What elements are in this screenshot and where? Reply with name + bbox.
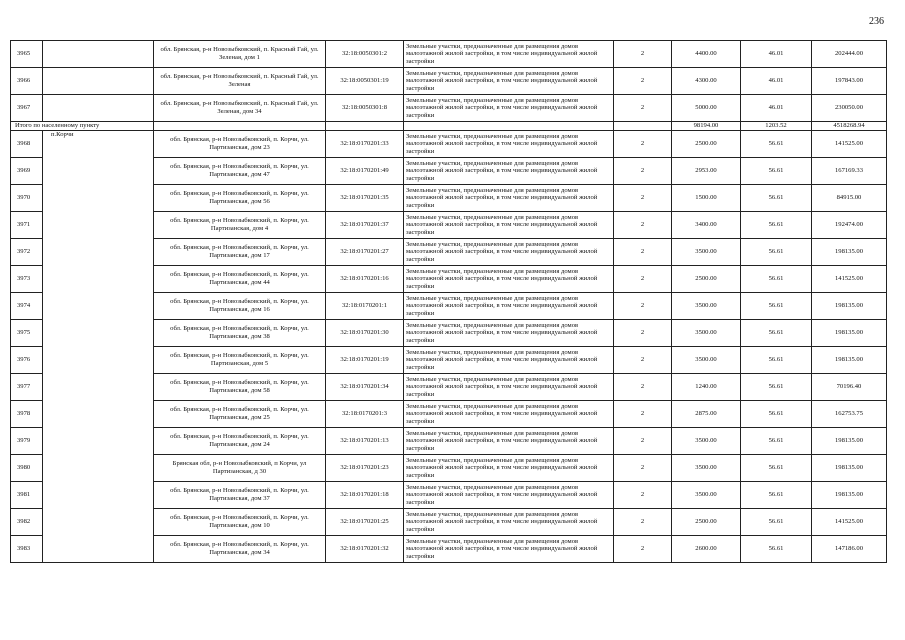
group-code: 2: [614, 95, 672, 122]
cadastral-value: 198135.00: [812, 455, 887, 482]
group-code: 2: [614, 68, 672, 95]
area-value: 3500.00: [672, 482, 741, 509]
row-number: 3981: [11, 482, 43, 509]
cadastral-value: 141525.00: [812, 131, 887, 158]
cadastral-value: 230050.00: [812, 95, 887, 122]
cadastral-value: 198135.00: [812, 320, 887, 347]
subtotal-section: [11, 122, 887, 131]
land-purpose: Земельные участки, предназначенные для размещения домов малоэтажной жилой застройки, в том числе индивидуальной жилой застройки: [404, 266, 614, 293]
address-cell: обл. Брянская, р-н Новозыбковский, п. Корчи, ул. Партизанская, дом 17: [154, 239, 326, 266]
rate-value: 56.61: [741, 293, 812, 320]
land-purpose: Земельные участки, предназначенные для размещения домов малоэтажной жилой застройки, в том числе индивидуальной жилой застройки: [404, 428, 614, 455]
cadastral-value: 141525.00: [812, 509, 887, 536]
address-cell: обл. Брянская, р-н Новозыбковский, п. Корчи, ул. Партизанская, дом 24: [154, 428, 326, 455]
table-row: [11, 68, 887, 95]
area-value: 2953.00: [672, 158, 741, 185]
table-row: [11, 41, 887, 68]
group-code: 2: [614, 266, 672, 293]
rate-value: 56.61: [741, 428, 812, 455]
land-purpose: Земельные участки, предназначенные для размещения домов малоэтажной жилой застройки, в том числе индивидуальной жилой застройки: [404, 41, 614, 68]
subtotal-label: Итого по населенному пункту: [11, 122, 154, 131]
land-purpose: Земельные участки, предназначенные для размещения домов малоэтажной жилой застройки, в том числе индивидуальной жилой застройки: [404, 293, 614, 320]
land-purpose: Земельные участки, предназначенные для размещения домов малоэтажной жилой застройки, в том числе индивидуальной жилой застройки: [404, 455, 614, 482]
row-number: 3972: [11, 239, 43, 266]
group-code: 2: [614, 509, 672, 536]
subtotal-empty-cell: [154, 122, 326, 131]
rate-value: 46.01: [741, 41, 812, 68]
group-code: 2: [614, 158, 672, 185]
rate-value: 46.01: [741, 68, 812, 95]
cadastral-value: 70196.40: [812, 374, 887, 401]
rows-korchi-locality: [11, 131, 887, 563]
cadastral-number: 32:18:0170201:34: [326, 374, 404, 401]
area-value: 2600.00: [672, 536, 741, 563]
rate-value: 46.01: [741, 95, 812, 122]
group-code: 2: [614, 401, 672, 428]
rate-value: 56.61: [741, 158, 812, 185]
group-code: 2: [614, 131, 672, 158]
address-cell: обл. Брянская, р-н Новозыбковский, п. Корчи, ул. Партизанская, дом 58: [154, 374, 326, 401]
address-cell: обл. Брянская, р-н Новозыбковский, п. Корчи, ул. Партизанская, дом 44: [154, 266, 326, 293]
row-number: 3965: [11, 41, 43, 68]
cadastral-value: 198135.00: [812, 482, 887, 509]
address-cell: обл. Брянская, р-н Новозыбковский, п. Корчи, ул. Партизанская, дом 38: [154, 320, 326, 347]
cadastral-number: 32:18:0050301:2: [326, 41, 404, 68]
locality-cell: [43, 95, 154, 122]
address-cell: обл. Брянская, р-н Новозыбковский, п. Корчи, ул. Партизанская, дом 10: [154, 509, 326, 536]
cadastral-number: 32:18:0170201:3: [326, 401, 404, 428]
subtotal-value: 4518268.94: [812, 122, 887, 131]
address-cell: обл. Брянская, р-н Новозыбковский, п. Корчи, ул. Партизанская, дом 37: [154, 482, 326, 509]
cadastral-value: 197843.00: [812, 68, 887, 95]
table-row: [11, 95, 887, 122]
row-number: 3975: [11, 320, 43, 347]
row-number: 3968: [11, 131, 43, 158]
locality-cell: [43, 68, 154, 95]
area-value: 2500.00: [672, 509, 741, 536]
land-purpose: Земельные участки, предназначенные для размещения домов малоэтажной жилой застройки, в том числе индивидуальной жилой застройки: [404, 320, 614, 347]
area-value: 3500.00: [672, 455, 741, 482]
row-number: 3969: [11, 158, 43, 185]
table-row: [11, 131, 887, 158]
land-purpose: Земельные участки, предназначенные для размещения домов малоэтажной жилой застройки, в том числе индивидуальной жилой застройки: [404, 401, 614, 428]
cadastral-number: 32:18:0170201:1: [326, 293, 404, 320]
cadastral-number: 32:18:0170201:25: [326, 509, 404, 536]
cadastral-value: 202444.00: [812, 41, 887, 68]
group-code: 2: [614, 374, 672, 401]
cadastral-value: 167169.33: [812, 158, 887, 185]
cadastral-number: 32:18:0050301:19: [326, 68, 404, 95]
cadastral-value: 162753.75: [812, 401, 887, 428]
area-value: 3500.00: [672, 293, 741, 320]
address-cell: обл. Брянская, р-н Новозыбковский, п. Корчи, ул. Партизанская, дом 56: [154, 185, 326, 212]
land-purpose: Земельные участки, предназначенные для размещения домов малоэтажной жилой застройки, в том числе индивидуальной жилой застройки: [404, 212, 614, 239]
locality-name: п.Корчи: [43, 131, 154, 563]
row-number: 3980: [11, 455, 43, 482]
area-value: 3500.00: [672, 239, 741, 266]
land-purpose: Земельные участки, предназначенные для размещения домов малоэтажной жилой застройки, в том числе индивидуальной жилой застройки: [404, 131, 614, 158]
area-value: 4300.00: [672, 68, 741, 95]
group-code: 2: [614, 428, 672, 455]
subtotal-empty-cell: [326, 122, 404, 131]
rate-value: 56.61: [741, 509, 812, 536]
address-cell: Брянская обл, р-н Новозыбковский, п Корчи, ул Партизанская, д 30: [154, 455, 326, 482]
land-purpose: Земельные участки, предназначенные для размещения домов малоэтажной жилой застройки, в том числе индивидуальной жилой застройки: [404, 68, 614, 95]
subtotal-rate: 1203.52: [741, 122, 812, 131]
area-value: 3500.00: [672, 428, 741, 455]
group-code: 2: [614, 455, 672, 482]
row-number: 3978: [11, 401, 43, 428]
group-code: 2: [614, 239, 672, 266]
area-value: 3500.00: [672, 347, 741, 374]
group-code: 2: [614, 293, 672, 320]
land-purpose: Земельные участки, предназначенные для размещения домов малоэтажной жилой застройки, в том числе индивидуальной жилой застройки: [404, 347, 614, 374]
area-value: 1240.00: [672, 374, 741, 401]
row-number: 3979: [11, 428, 43, 455]
rate-value: 56.61: [741, 131, 812, 158]
cadastral-number: 32:18:0170201:32: [326, 536, 404, 563]
group-code: 2: [614, 212, 672, 239]
group-code: 2: [614, 482, 672, 509]
rate-value: 56.61: [741, 401, 812, 428]
rate-value: 56.61: [741, 482, 812, 509]
land-purpose: Земельные участки, предназначенные для размещения домов малоэтажной жилой застройки, в том числе индивидуальной жилой застройки: [404, 374, 614, 401]
cadastral-number: 32:18:0170201:18: [326, 482, 404, 509]
cadastral-value: 198135.00: [812, 428, 887, 455]
cadastral-number: 32:18:0170201:13: [326, 428, 404, 455]
address-cell: обл. Брянская, р-н Новозыбковский, п. Корчи, ул. Партизанская, дом 25: [154, 401, 326, 428]
group-code: 2: [614, 347, 672, 374]
land-registry-table: [10, 40, 887, 563]
cadastral-number: 32:18:0170201:19: [326, 347, 404, 374]
group-code: 2: [614, 536, 672, 563]
cadastral-number: 32:18:0170201:37: [326, 212, 404, 239]
area-value: 3500.00: [672, 320, 741, 347]
land-purpose: Земельные участки, предназначенные для размещения домов малоэтажной жилой застройки, в том числе индивидуальной жилой застройки: [404, 158, 614, 185]
address-cell: обл. Брянская, р-н Новозыбковский, п. Корчи, ул. Партизанская, дом 47: [154, 158, 326, 185]
rate-value: 56.61: [741, 239, 812, 266]
page-number: 236: [869, 16, 884, 27]
row-number: 3966: [11, 68, 43, 95]
cadastral-number: 32:18:0170201:27: [326, 239, 404, 266]
cadastral-number: 32:18:0170201:30: [326, 320, 404, 347]
row-number: 3967: [11, 95, 43, 122]
area-value: 2875.00: [672, 401, 741, 428]
area-value: 2500.00: [672, 266, 741, 293]
address-cell: обл. Брянская, р-н Новозыбковский, п. Корчи, ул. Партизанская, дом 23: [154, 131, 326, 158]
rate-value: 56.61: [741, 374, 812, 401]
address-cell: обл. Брянская, р-н Новозыбковский, п. Корчи, ул. Партизанская, дом 34: [154, 536, 326, 563]
cadastral-number: 32:18:0170201:33: [326, 131, 404, 158]
cadastral-value: 198135.00: [812, 293, 887, 320]
area-value: 2500.00: [672, 131, 741, 158]
rate-value: 56.61: [741, 455, 812, 482]
land-purpose: Земельные участки, предназначенные для размещения домов малоэтажной жилой застройки, в том числе индивидуальной жилой застройки: [404, 185, 614, 212]
cadastral-value: 141525.00: [812, 266, 887, 293]
land-purpose: Земельные участки, предназначенные для размещения домов малоэтажной жилой застройки, в том числе индивидуальной жилой застройки: [404, 482, 614, 509]
rate-value: 56.61: [741, 347, 812, 374]
row-number: 3974: [11, 293, 43, 320]
rate-value: 56.61: [741, 185, 812, 212]
cadastral-value: 198135.00: [812, 239, 887, 266]
cadastral-value: 192474.00: [812, 212, 887, 239]
area-value: 3400.00: [672, 212, 741, 239]
cadastral-value: 147186.00: [812, 536, 887, 563]
land-purpose: Земельные участки, предназначенные для размещения домов малоэтажной жилой застройки, в том числе индивидуальной жилой застройки: [404, 239, 614, 266]
rows-previous-locality: [11, 41, 887, 122]
rate-value: 56.61: [741, 536, 812, 563]
group-code: 2: [614, 320, 672, 347]
cadastral-number: 32:18:0170201:49: [326, 158, 404, 185]
row-number: 3983: [11, 536, 43, 563]
address-cell: обл. Брянская, р-н Новозыбковский, п. Корчи, ул. Партизанская, дом 5: [154, 347, 326, 374]
cadastral-number: 32:18:0170201:16: [326, 266, 404, 293]
address-cell: обл. Брянская, р-н Новозыбковский, п. Красный Гай, ул. Зеленая, дом 34: [154, 95, 326, 122]
row-number: 3970: [11, 185, 43, 212]
group-code: 2: [614, 185, 672, 212]
subtotal-empty-cell: [614, 122, 672, 131]
area-value: 1500.00: [672, 185, 741, 212]
address-cell: обл. Брянская, р-н Новозыбковский, п. Красный Гай, ул. Зеленая, дом 1: [154, 41, 326, 68]
area-value: 5000.00: [672, 95, 741, 122]
land-purpose: Земельные участки, предназначенные для размещения домов малоэтажной жилой застройки, в том числе индивидуальной жилой застройки: [404, 95, 614, 122]
rate-value: 56.61: [741, 266, 812, 293]
row-number: 3976: [11, 347, 43, 374]
row-number: 3977: [11, 374, 43, 401]
cadastral-value: 84915.00: [812, 185, 887, 212]
address-cell: обл. Брянская, р-н Новозыбковский, п. Красный Гай, ул. Зеленая: [154, 68, 326, 95]
subtotal-area: 98194.00: [672, 122, 741, 131]
subtotal-row: [11, 122, 887, 131]
subtotal-empty-cell: [404, 122, 614, 131]
address-cell: обл. Брянская, р-н Новозыбковский, п. Корчи, ул. Партизанская, дом 16: [154, 293, 326, 320]
rate-value: 56.61: [741, 320, 812, 347]
row-number: 3971: [11, 212, 43, 239]
cadastral-number: 32:18:0050301:8: [326, 95, 404, 122]
land-purpose: Земельные участки, предназначенные для размещения домов малоэтажной жилой застройки, в том числе индивидуальной жилой застройки: [404, 536, 614, 563]
cadastral-number: 32:18:0170201:35: [326, 185, 404, 212]
group-code: 2: [614, 41, 672, 68]
row-number: 3973: [11, 266, 43, 293]
area-value: 4400.00: [672, 41, 741, 68]
address-cell: обл. Брянская, р-н Новозыбковский, п. Корчи, ул. Партизанская, дом 4: [154, 212, 326, 239]
rate-value: 56.61: [741, 212, 812, 239]
cadastral-number: 32:18:0170201:23: [326, 455, 404, 482]
land-purpose: Земельные участки, предназначенные для размещения домов малоэтажной жилой застройки, в том числе индивидуальной жилой застройки: [404, 509, 614, 536]
cadastral-value: 198135.00: [812, 347, 887, 374]
row-number: 3982: [11, 509, 43, 536]
locality-cell: [43, 41, 154, 68]
